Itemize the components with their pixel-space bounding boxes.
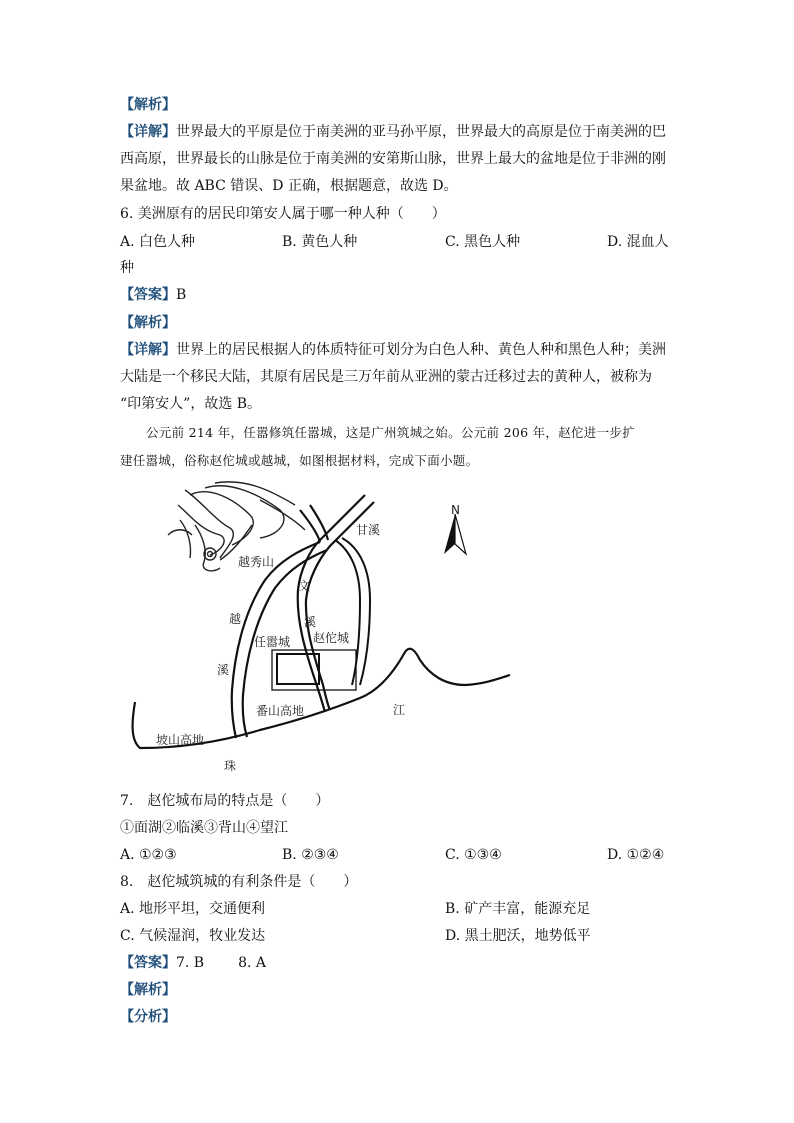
q8-option-d[interactable]: D. 黑土肥沃，地势低平 [445,928,591,944]
answer-tag: 【答案】 [120,287,176,303]
question-6-stem: 6. 美洲原有的居民印第安人属于哪一种人种（ ） [120,206,446,222]
q6-option-b[interactable]: B. 黄色人种 [282,234,358,250]
passage-line: 公元前 214 年，任嚣修筑任嚣城，这是广州筑城之始。公元前 206 年，赵佗进一步扩 [146,425,636,440]
map-label-north: N [451,503,460,517]
passage-line: 建任嚣城，俗称赵佗城或越城，如图根据材料，完成下面小题。 [120,453,479,468]
detail-text: 世界上的居民根据人的体质特征可划分为白色人种、黄色人种和黑色人种；美洲 [176,342,666,358]
map-label-zhaotuocheng: 赵佗城 [313,631,350,645]
q6-option-d-wrap: 种 [120,260,134,276]
detail-text: 世界最大的平原是位于南美洲的亚马孙平原，世界最大的高原是位于南美洲的巴 [176,124,666,140]
map-label-xi-left: 溪 [217,663,230,677]
detail-paragraph-line: 果盆地。故 ABC 错误、D 正确，根据题意，故选 D。 [120,178,458,194]
map-label-zhu: 珠 [224,759,237,773]
question-7-items: ①面湖②临溪③背山④望江 [120,820,288,836]
q7-option-a[interactable]: A. ①②③ [120,847,177,863]
detail-paragraph-line: 大陆是一个移民大陆，其原有居民是三万年前从亚洲的蒙古迁移过去的黄种人，被称为 [120,369,652,385]
ganxi-road [335,538,370,685]
map-label-renxiaocheng: 任嚣城 [254,635,291,649]
detail-paragraph-line: “印第安人”，故选 B。 [120,396,262,412]
map-label-wen: 文 [298,579,311,593]
map-label-jiang: 江 [393,703,406,717]
map-label-ganxi: 甘溪 [356,523,381,537]
q6-option-c[interactable]: C. 黑色人种 [445,234,521,250]
north-arrow-icon [444,514,466,554]
renxiao-city-wall [277,654,319,684]
q6-option-d[interactable]: D. 混血人 [607,234,669,250]
map-label-xi-right: 溪 [304,615,317,629]
analysis-heading: 【解析】 [120,315,176,331]
question-8-stem: 8. 赵佗城筑城的有利条件是（ ） [120,874,358,890]
q7-option-c[interactable]: C. ①③④ [445,847,502,863]
answer-7: 7. B [176,955,205,971]
q6-option-a[interactable]: A. 白色人种 [120,234,196,250]
detail-tag: 【详解】 [120,124,176,140]
map-label-yue: 越 [229,612,242,626]
fenxi-heading: 【分析】 [120,1009,176,1025]
answer-7-8-line [120,954,266,972]
q8-option-b[interactable]: B. 矿产丰富，能源充足 [445,901,591,917]
detail-tag: 【详解】 [120,342,176,358]
yuexiu-hill-contours [168,482,305,571]
detail-paragraph-line [120,123,666,141]
q7-option-b[interactable]: B. ②③④ [282,847,339,863]
analysis-heading: 【解析】 [120,97,176,113]
q7-option-d[interactable]: D. ①②④ [607,847,665,863]
detail-paragraph-line [120,341,666,359]
map-label-yuexiushan: 越秀山 [238,555,275,569]
map-label-panshan: 番山高地 [256,704,305,718]
q8-option-c[interactable]: C. 气候湿润，牧业发达 [120,928,266,944]
guangzhou-city-map [120,480,520,780]
answer-tag: 【答案】 [120,955,176,971]
detail-paragraph-line: 西高原，世界最长的山脉是位于南美洲的安第斯山脉，世界上最大的盆地是位于非洲的刚 [120,151,666,167]
q6-answer-line [120,286,186,304]
q8-option-a[interactable]: A. 地形平坦，交通便利 [120,901,266,917]
analysis-heading: 【解析】 [120,982,176,998]
question-7-stem: 7. 赵佗城布局的特点是（ ） [120,793,330,809]
answer-value: B [176,287,187,303]
map-label-poshan: 坡山高地 [156,733,205,747]
answer-8: 8. A [238,955,267,971]
